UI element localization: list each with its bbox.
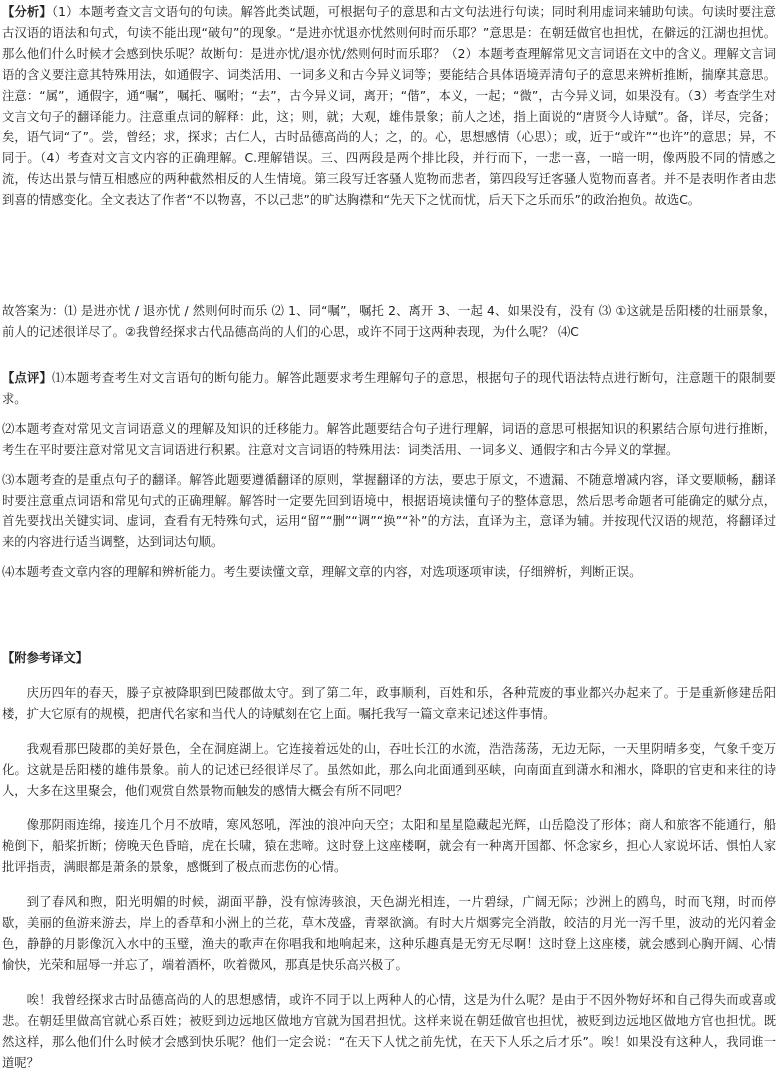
- comment-item: ⑷本题考查文章内容的理解和辨析能力。考生要读懂文章，理解文章的内容，对选项逐项审读，仔细辨析，判断正误。: [2, 565, 642, 580]
- comment-section: [2, 368, 776, 583]
- translation-paragraph: 唉！我曾经探求古时品德高尚的人的思想感情，或许不同于以上两种人的心情，这是为什么呢？是由于不因外物好坏和自己得失而或喜或悲。在朝廷里做高官就心系百姓；被贬到边远地区做地方官就为国君担忧。这样来说在朝廷做官也担忧，被贬到边远地区做地方官也担忧。既然这样，那么他们什么时候才会感到快乐呢？他们一定会说：“在天下人忧之前先忧，在天下人乐之后才乐”。唉！如果没有这种人，我同谁一道呢？: [2, 992, 776, 1070]
- translation-paragraph: 我观看那巴陵郡的美好景色，全在洞庭湖上。它连接着远处的山，吞吐长江的水流，浩浩荡荡，无边无际，一天里阴晴多变，气象千变万化。这就是岳阳楼的雄伟景象。前人的记述已经很详尽了。虽然如此，那么向北面通到巫峡，向南面直到潇水和湘水，降职的官吏和来往的诗人，大多在这里聚会，他们观赏自然景物而触发的感情大概会有所不同吧？: [2, 741, 776, 798]
- answer-text: 故答案为：⑴ 是进亦忧 / 退亦忧 / 然则何时而乐 ⑵ 1、同“嘱”，嘱托 2、离开 3、一起 4、如果没有，没有 ⑶ ①这就是岳阳楼的壮丽景象，前人的记述很详尽了。②我曾经探求古代品德高尚的人们的心思，或许不同于这两种表现，为什么呢？ ⑷C: [2, 304, 776, 339]
- answer-section: [2, 301, 776, 343]
- comment-tag: 【点评】: [2, 371, 52, 385]
- comment-first: [2, 368, 776, 410]
- analysis-text: （1）本题考查文言文语句的句读。解答此类试题，可根据句子的意思和古文句法进行句读；同时利用虚词来辅助句读。句读时要注意古汉语的语法和句式，句读不能出现“破句”的现象。“是进亦忧退亦忧然则何时而乐耶？”意思是：在朝廷做官也担忧，在僻远的江湖也担忧。那么他们什么时候才会感到快乐呢？故断句：是进亦忧/退亦忧/然则何时而乐耶？（2）本题考查理解常见文言词语在文中的含义。理解文言词语的含义要注意其特殊用法，如通假字、词类活用、一词多义和古今异义词等；要能结合具体语境弄清句子的意思来辨析推断，揣摩其意思。注意：“属”，通假字，通“嘱”，嘱托、嘱咐；“去”，古今异义词，离开；“偕”，本义，一起；“微”，古今异义词，如果没有。（3）考查学生对文言文句子的翻译能力。注意重点词的解释：此，这；则，就；大观，雄伟景象；前人之述，指上面说的“唐贤今人诗赋”。备，详尽，完备；矣，语气词“了”。尝，曾经；求，探求；古仁人，古时品德高尚的人；之，的。心，思想感情（心思）；或，近于“或许”“也许”的意思；异，不同于。（4）考查对文言文内容的正确理解。C.理解错误。三、四两段是两个排比段，并行而下，一悲一喜，一暗一明，像两股不同的情感之流，传达出景与情互相感应的两种截然相反的人生情境。第三段写迁客骚人览物而悲者，第四段写迁客骚人览物而喜者。并不是表明作者由悲到喜的情感变化。全文表达了作者“不以物喜，不以己悲”的旷达胸襟和“先天下之忧而忧，后天下之乐而乐”的政治抱负。故选C。: [2, 5, 776, 208]
- comment-first-text: ⑴本题考查考生对文言语句的断句能力。解答此题要求考生理解句子的意思，根据句子的现代语法特点进行断句，注意题干的限制要求。: [2, 371, 776, 406]
- comment-item: ⑵本题考查对常见文言词语意义的理解及知识的迁移能力。解答此题要结合句子进行理解，词语的意思可根据知识的积累结合原句进行推断，考生在平时要注意对常见文言词语进行积累。注意对文言词语的特殊用法：词类活用、一词多义、通假字和古今异义的掌握。: [2, 421, 776, 457]
- translation-paragraph: 像那阴雨连绵，接连几个月不放晴，寒风怒吼，浑浊的浪冲向天空；太阳和星星隐藏起光辉，山岳隐没了形体；商人和旅客不能通行，船桅倒下，船桨折断；傍晚天色昏暗，虎在长啸，猿在悲啼。这时登上这座楼啊，就会有一种离开国都、怀念家乡，担心人家说坏话、惧怕人家批评指责，满眼都是萧条的景象，感慨到了极点而悲伤的心情。: [2, 818, 776, 875]
- analysis-section: [2, 2, 776, 211]
- comment-item: ⑶本题考查的是重点句子的翻译。解答此题要遵循翻译的原则，掌握翻译的方法，要忠于原文，不遗漏、不随意增减内容，译文要顺畅，翻译时要注意重点词语和常见句式的正确理解。解答时一定要先回到语境中，根据语境读懂句子的整体意思，然后思考命题者可能确定的赋分点，首先要找出关键实词、虚词，查看有无特殊句式，运用“留”“删”“调”“换”“补”的方法，直译为主，意译为辅。并按现代汉语的规范，将翻译过来的内容进行适当调整，达到词达句顺。: [2, 472, 776, 550]
- translation-paragraph: 到了春风和煦，阳光明媚的时候，湖面平静，没有惊涛骇浪，天色湖光相连，一片碧绿，广阔无际；沙洲上的鸥鸟，时而飞翔，时而停歇，美丽的鱼游来游去，岸上的香草和小洲上的兰花，草木茂盛，青翠欲滴。有时大片烟雾完全消散，皎洁的月光一泻千里，波动的光闪着金色，静静的月影像沉入水中的玉璧，渔夫的歌声在你唱我和地响起来，这种乐趣真是无穷无尽啊！这时登上这座楼，就会感到心胸开阔、心情愉快，光荣和屈辱一并忘了，端着酒杯，吹着微风，那真是快乐高兴极了。: [2, 895, 776, 972]
- analysis-tag: 【分析】: [2, 5, 52, 19]
- analysis-paragraph: [2, 2, 776, 211]
- translation-tag: 【附参考译文】: [2, 651, 89, 665]
- translation-paragraph: 庆历四年的春天，滕子京被降职到巴陵郡做太守。到了第二年，政事顺利，百姓和乐，各种荒废的事业都兴办起来了。于是重新修建岳阳楼，扩大它原有的规模，把唐代名家和当代人的诗赋刻在它上面。嘱托我写一篇文章来记述这件事情。: [2, 685, 776, 721]
- translation-section: [2, 648, 776, 1073]
